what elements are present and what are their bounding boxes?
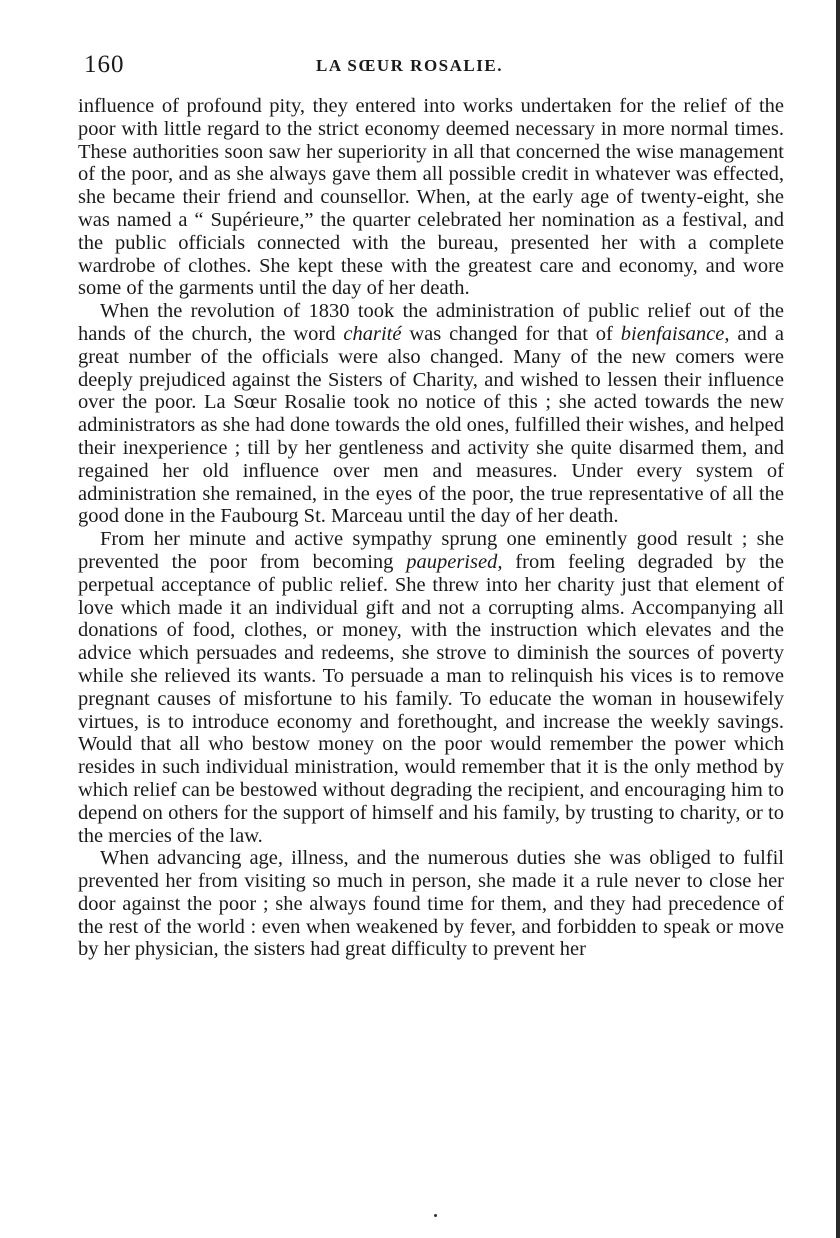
text-run: from feeling degraded by the perpetual acceptance of public relief. She threw into her charity just that element of love which made it an individual gift and not a corrupting alms. Accompanying all donations of food, clothes, or money, with the instruction which elevates and the advice which persuades and redeems, she strove to diminish the sources of poverty while she relieved its wants. To persuade a man to relinquish his vices is to remove pregnant causes of misfortune to his family. To educate the woman in housewifely virtues, is to introduce economy and forethought, and increase the weekly savings. Would that all who bestow money on the poor would remember the power which resides in such individual ministration, would remember that it is the only method by which relief can be bestowed without degrading the recipient, and encouraging him to depend on others for the support of himself and his family, by trusting to charity, or to the mercies of the law. (78, 550, 784, 847)
paragraph-4 (78, 847, 784, 961)
page-header (84, 50, 786, 80)
print-mark (434, 1214, 437, 1217)
text-run: was changed for that of (401, 322, 621, 345)
page-number: 160 (84, 51, 125, 78)
paragraph-2 (78, 300, 784, 528)
text-run: When advancing age, illness, and the numerous duties she was obliged to fulfil prevented her from visiting so much in person, she made it a rule never to close her door against the poor ; she always found time for them, and they had precedence of the rest of the world : even when weakened by fever, and forbidden to speak or move by her physician, the sisters had great difficulty to prevent her (78, 847, 784, 961)
italic-term-bienfaisance: bienfaisance (620, 322, 725, 345)
italic-term-pauperised: pauperised, (406, 550, 503, 573)
italic-term-charite: charité (343, 322, 402, 345)
paragraph-3 (78, 528, 784, 847)
text-run: influence of profound pity, they entered into works undertaken for the relief of the poor with little regard to the strict economy deemed necessary in more normal times. These authorities soon saw her superiority in all that concerned the wise management of the poor, and as she always gave them all possible credit in whatever was effected, she became their friend and counsellor. When, at the early age of twenty-eight, she was named a “ Supérieure,” the quarter celebrated her nomination as a festival, and the public officials connected with the bureau, presented her with a complete wardrobe of clothes. She kept these with the greatest care and economy, and wore some of the garments until the day of her death. (78, 95, 784, 300)
page-edge-rule (836, 0, 840, 1238)
text-run: When the revolution of 1830 took the administration of public relief out of the hands of the church, the word (78, 300, 784, 345)
body-text (78, 95, 784, 961)
paragraph-1 (78, 95, 784, 300)
text-run: , and a great number of the officials were also changed. Many of the new comers were deeply prejudiced against the Sisters of Charity, and wished to lessen their influence over the poor. La Sœur Rosalie took no notice of this ; she acted towards the new administrators as she had done towards the old ones, fulfilled their wishes, and helped their inexperience ; till by her gentleness and activity she quite disarmed them, and regained her old influence over men and measures. Under every system of administration she remained, in the eyes of the poor, the true representative of all the good done in the Faubourg St. Marceau until the day of her death. (78, 322, 785, 528)
text-run: From her minute and active sympathy sprung one eminently good result ; she prevented the poor from becoming (78, 528, 784, 573)
running-title: LA SŒUR ROSALIE. (316, 56, 503, 75)
